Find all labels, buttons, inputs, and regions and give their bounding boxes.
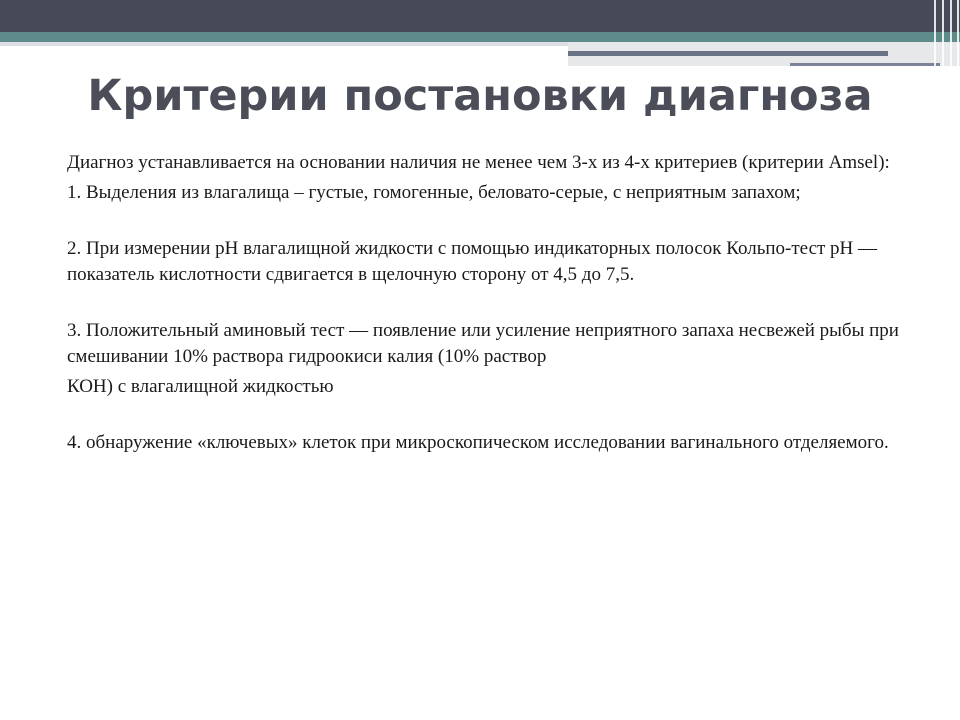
criterion-1: 1. Выделения из влагалища – густые, гомогенные, беловато-серые, с неприятным запахом; [67, 182, 801, 203]
slide-title: Критерии постановки диагноза [87, 71, 873, 121]
spacer [67, 400, 917, 430]
criterion-3: 3. Положительный аминовый тест — появление или усиление неприятного запаха несвежей рыбы при смешивании 10% раствора гидроокиси калия (10% раствор [67, 320, 899, 367]
header-accent-line [568, 51, 888, 56]
criterion-4: 4. обнаружение «ключевых» клеток при микроскопическом исследовании вагинального отделяемого. [67, 432, 889, 453]
slide-body [67, 150, 917, 456]
header-band-light [0, 42, 568, 46]
spacer [67, 206, 917, 236]
criterion-3-continuation: КОН) с влагалищной жидкостью [67, 376, 334, 397]
header-band-dark [0, 0, 960, 32]
spacer [67, 288, 917, 318]
header-vertical-stripes [930, 0, 960, 66]
criterion-2: 2. При измерении pH влагалищной жидкости с помощью индикаторных полосок Кольпо-тест pH — показатель кислотности сдвигается в щелочную сторону от 4,5 до 7,5. [67, 238, 878, 285]
header-band-teal [0, 32, 960, 42]
intro-paragraph: Диагноз устанавливается на основании наличия не менее чем 3-х из 4-х критериев (критерии Amsel): [67, 152, 890, 173]
